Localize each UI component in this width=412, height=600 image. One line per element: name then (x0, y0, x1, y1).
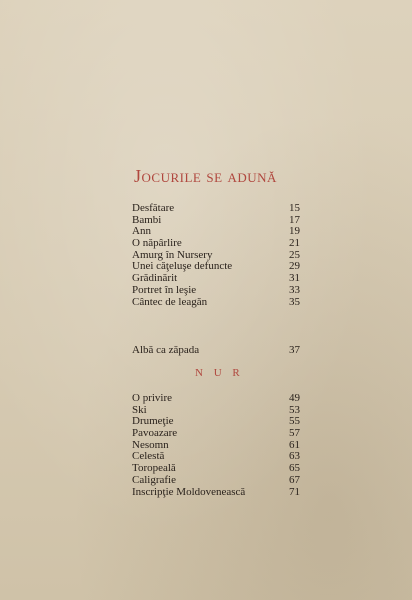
toc-entry-page: 15 (289, 202, 300, 214)
toc-entry (132, 474, 300, 486)
toc-entry-title: Amurg în Nursery (132, 248, 213, 261)
toc-entry (132, 486, 300, 498)
toc-entry (132, 462, 300, 474)
toc-entry (132, 392, 300, 404)
toc-entry-title: Celestă (132, 450, 165, 463)
section-title-jocurile: Jocurile se adună (134, 166, 277, 186)
toc-entry-page: 37 (289, 344, 300, 356)
toc-entry-page: 19 (289, 225, 300, 238)
toc-entry (132, 249, 300, 261)
toc-entry-page: 71 (289, 485, 300, 498)
toc-entry (132, 284, 300, 296)
toc-entry-page: 61 (289, 438, 300, 451)
toc-entry-page: 67 (289, 473, 300, 486)
toc-entry-title: Nesomn (132, 438, 169, 451)
toc-entry (132, 214, 300, 226)
toc-entry-page: 55 (289, 415, 300, 428)
toc-entry-title: Pavoazare (132, 427, 178, 440)
toc-entry-title: Portret în leşie (132, 283, 197, 296)
toc-section-2 (132, 392, 300, 497)
section-title-nur: N U R (195, 367, 244, 379)
toc-entry-title: Inscripţie Moldovenească (132, 485, 246, 498)
toc-entry-page: 57 (289, 427, 300, 440)
toc-entry-page: 35 (289, 295, 300, 308)
toc-entry (132, 237, 300, 249)
toc-entry (132, 202, 300, 214)
toc-entry (132, 439, 300, 451)
toc-entry (132, 225, 300, 237)
toc-entry-title: O năpârlire (132, 237, 182, 250)
toc-entry-title: Desfătare (132, 202, 175, 214)
toc-entry (132, 404, 300, 416)
toc-entry-page: 21 (289, 237, 300, 250)
toc-entry-page: 31 (289, 272, 300, 285)
toc-entry-title: Ski (132, 403, 147, 416)
toc-entry-page: 53 (289, 403, 300, 416)
toc-entry-title: Toropeală (132, 462, 176, 475)
toc-entry-title: Bambi (132, 213, 162, 226)
toc-entry (132, 450, 300, 462)
toc-entry-title: Grădinărit (132, 272, 178, 285)
toc-entry-title: O privire (132, 392, 173, 404)
toc-entry-title: Unei căţeluşe defuncte (132, 260, 233, 273)
toc-entry-title: Ann (132, 225, 151, 238)
toc-entry-page: 33 (289, 283, 300, 296)
toc-section-1 (132, 202, 300, 307)
toc-entry (132, 415, 300, 427)
toc-entry (132, 296, 300, 308)
toc-entry (132, 344, 300, 356)
toc-entry (132, 272, 300, 284)
toc-entry (132, 427, 300, 439)
toc-entry-title: Albă ca zăpada (132, 344, 200, 356)
toc-entry-page: 25 (289, 248, 300, 261)
toc-entry-title: Drumeţie (132, 415, 174, 428)
toc-entry-page: 49 (289, 392, 300, 404)
toc-entry-title: Caligrafie (132, 473, 176, 486)
toc-entry-page: 17 (289, 213, 300, 226)
toc-entry-title: Cântec de leagăn (132, 295, 208, 308)
toc-entry (132, 260, 300, 272)
toc-entry-page: 65 (289, 462, 300, 475)
toc-section-1-extra (132, 344, 300, 356)
toc-entry-page: 29 (289, 260, 300, 273)
toc-entry-page: 63 (289, 450, 300, 463)
